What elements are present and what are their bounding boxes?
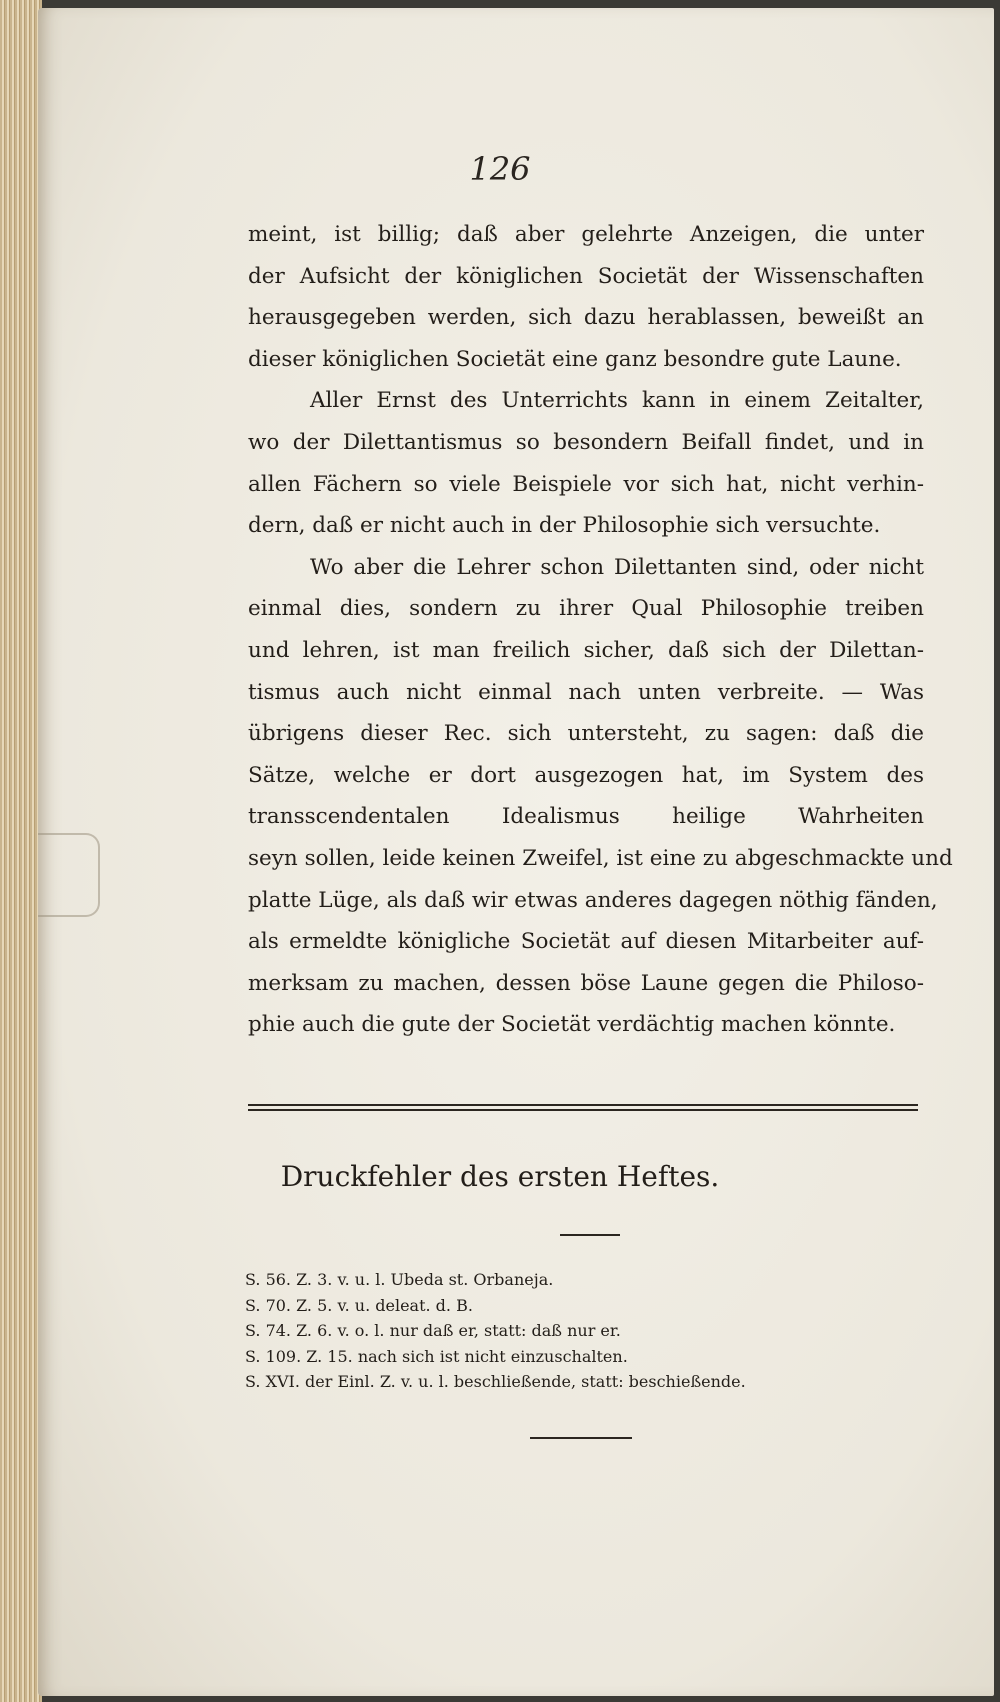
heading-rule: [560, 1234, 620, 1236]
text-line: Aller Ernst des Unterrichts kann in einem Zeitalter,: [310, 388, 924, 414]
text-line: dieser königlichen Societät eine ganz besondre gute Laune.: [248, 346, 902, 372]
errata-item: S. 56. Z. 3. v. u. l. Ubeda st. Orbaneja.: [245, 1270, 554, 1289]
text-line: tismus auch nicht einmal nach unten verbreite. — Was: [248, 679, 924, 705]
text-line: herausgegeben werden, sich dazu herablassen, beweißt an: [248, 305, 924, 331]
book-page-edges: [0, 0, 42, 1702]
errata-item: S. 74. Z. 6. v. o. l. nur daß er, statt: daß nur er.: [245, 1321, 621, 1341]
text-line: transscendentalen Idealismus heilige Wahrheiten: [248, 804, 924, 830]
end-rule: [530, 1437, 632, 1439]
errata-item: S. 70. Z. 5. v. u. deleat. d. B.: [245, 1295, 473, 1315]
text-line: allen Fächern so viele Beispiele vor sich hat, nicht verhin-: [248, 471, 924, 497]
text-line: wo der Dilettantismus so besondern Beifall findet, und in: [248, 429, 924, 455]
text-line: der Aufsicht der königlichen Societät der Wissenschaften: [248, 263, 924, 289]
text-line: phie auch die gute der Societät verdächtig machen könnte.: [248, 1012, 896, 1038]
text-line: und lehren, ist man freilich sicher, daß sich der Dilettan-: [248, 637, 924, 663]
paper-clip-mark: [38, 833, 100, 917]
text-line: seyn sollen, leide keinen Zweifel, ist eine zu abgeschmackte und: [248, 845, 953, 871]
errata-item: S. 109. Z. 15. nach sich ist nicht einzuschalten.: [245, 1346, 628, 1366]
errata-list: [245, 1267, 746, 1395]
text-line: meint, ist billig; daß aber gelehrte Anzeigen, die unter: [248, 222, 924, 247]
text-line: dern, daß er nicht auch in der Philosophie sich versuchte.: [248, 513, 881, 539]
page-number: 126: [469, 150, 531, 188]
text-line: einmal dies, sondern zu ihrer Qual Philosophie treiben: [248, 596, 924, 622]
text-line: merksam zu machen, dessen böse Laune gegen die Philoso-: [248, 970, 924, 996]
text-line: übrigens dieser Rec. sich untersteht, zu sagen: daß die: [248, 721, 924, 747]
text-line: platte Lüge, als daß wir etwas anderes dagegen nöthig fänden,: [248, 887, 938, 913]
text-line: Sätze, welche er dort ausgezogen hat, im System des: [248, 762, 924, 788]
section-divider: [248, 1104, 918, 1111]
errata-heading: Druckfehler des ersten Heftes.: [280, 1160, 720, 1193]
text-line: als ermeldte königliche Societät auf diesen Mitarbeiter auf-: [248, 929, 924, 955]
body-text: [248, 214, 953, 1046]
text-line: Wo aber die Lehrer schon Dilettanten sind, oder nicht: [310, 554, 924, 580]
errata-item: S. XVI. der Einl. Z. v. u. l. beschließende, statt: beschießende.: [245, 1372, 746, 1392]
